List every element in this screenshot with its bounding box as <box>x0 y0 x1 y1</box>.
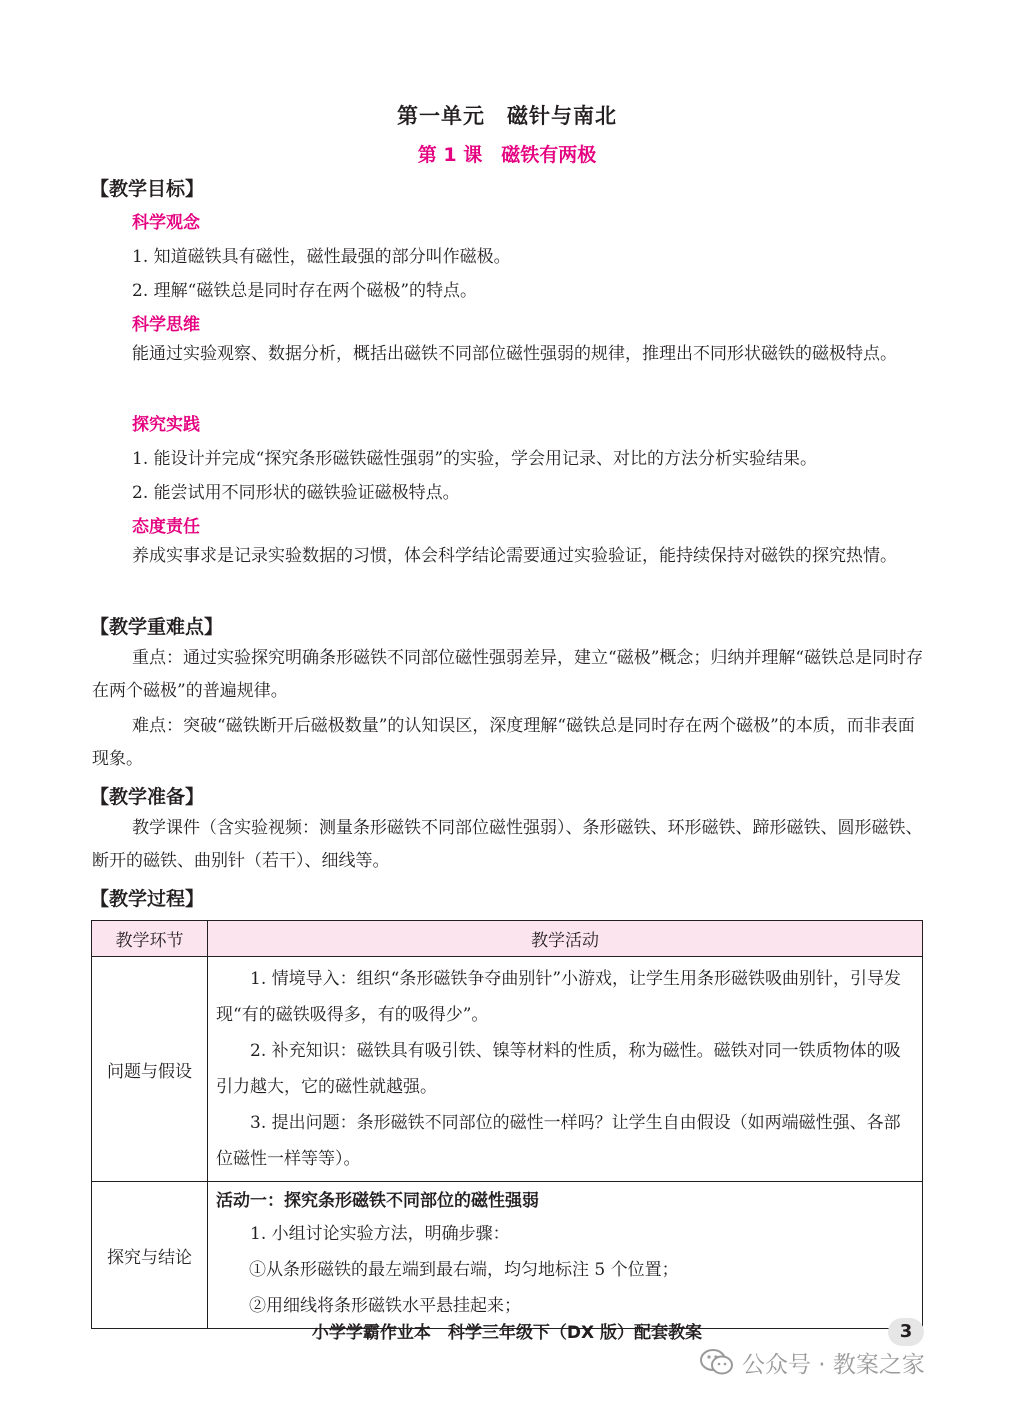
activity-item: 1. 小组讨论实验方法，明确步骤： <box>250 1224 510 1244</box>
concept-item-2: 2. 理解“磁铁总是同时存在两个磁极”的特点。 <box>132 281 478 301</box>
process-table <box>91 920 923 1329</box>
unit-title: 第一单元 磁针与南北 <box>397 104 617 128</box>
stage-cell: 探究与结论 <box>92 1182 208 1329</box>
col-stage-header: 教学环节 <box>92 921 208 957</box>
activity-step: ②用细线将条形磁铁水平悬挂起来； <box>249 1296 521 1316</box>
practice-item-2: 2. 能尝试用不同形状的磁铁验证磁极特点。 <box>132 483 460 503</box>
table-row <box>92 1182 923 1329</box>
practice-item-1: 1. 能设计并完成“探究条形磁铁磁性强弱”的实验，学会用记录、对比的方法分析实验结果。 <box>132 449 818 469</box>
process-heading: 【教学过程】 <box>90 888 205 910</box>
key-point: 重点：通过实验探究明确条形磁铁不同部位磁性强弱差异，建立“磁极”概念；归纳并理解“磁铁总是同时存在两个磁极”的普遍规律。 <box>92 648 924 701</box>
activity-item: 3. 提出问题：条形磁铁不同部位的磁性一样吗？让学生自由假设（如两端磁性强、各部位磁性一样等等）。 <box>216 1113 901 1169</box>
prep-heading: 【教学准备】 <box>90 786 205 808</box>
activity-item: 2. 补充知识：磁铁具有吸引铁、镍等材料的性质，称为磁性。磁铁对同一铁质物体的吸引力越大，它的磁性就越强。 <box>216 1041 901 1097</box>
thinking-title: 科学思维 <box>132 315 200 335</box>
prep-text: 教学课件（含实验视频：测量条形磁铁不同部位磁性强弱）、条形磁铁、环形磁铁、蹄形磁铁、圆形磁铁、断开的磁铁、曲别针（若干）、细线等。 <box>92 818 923 871</box>
stage-cell: 问题与假设 <box>92 957 208 1182</box>
activity-item: 1. 情境导入：组织“条形磁铁争夺曲别针”小游戏，让学生用条形磁铁吸曲别针，引导发现“有的磁铁吸得多，有的吸得少”。 <box>216 969 902 1025</box>
wechat-icon <box>700 1348 734 1376</box>
table-row <box>92 957 923 1182</box>
attitude-text: 养成实事求是记录实验数据的习惯，体会科学结论需要通过实验验证，能持续保持对磁铁的探究热情。 <box>132 546 897 566</box>
lesson-title: 第 1 课 磁铁有两极 <box>417 144 597 166</box>
table-header-row <box>92 921 923 957</box>
watermark <box>700 1346 925 1378</box>
footer-book-title: 小学学霸作业本 科学三年级下（DX 版）配套教案 <box>311 1323 703 1343</box>
activity-heading: 活动一：探究条形磁铁不同部位的磁性强弱 <box>216 1191 539 1211</box>
thinking-text: 能通过实验观察、数据分析，概括出磁铁不同部位磁性强弱的规律，推理出不同形状磁铁的磁极特点。 <box>132 344 897 364</box>
concept-item-1: 1. 知道磁铁具有磁性，磁性最强的部分叫作磁极。 <box>132 247 511 267</box>
goals-heading: 【教学目标】 <box>90 178 205 200</box>
difficult-point: 难点：突破“磁铁断开后磁极数量”的认知误区，深度理解“磁铁总是同时存在两个磁极”的本质，而非表面现象。 <box>92 716 915 769</box>
concept-title: 科学观念 <box>132 213 200 233</box>
col-activity-header: 教学活动 <box>208 921 923 957</box>
activity-cell <box>208 957 923 1182</box>
activity-step: ①从条形磁铁的最左端到最右端，均匀地标注 5 个位置； <box>249 1260 679 1280</box>
keypoints-heading: 【教学重难点】 <box>90 616 224 638</box>
page-number: 3 <box>888 1318 924 1346</box>
attitude-title: 态度责任 <box>132 517 200 537</box>
watermark-text: 公众号 · 教案之家 <box>742 1351 925 1378</box>
practice-title: 探究实践 <box>132 415 200 435</box>
activity-cell <box>208 1182 923 1329</box>
